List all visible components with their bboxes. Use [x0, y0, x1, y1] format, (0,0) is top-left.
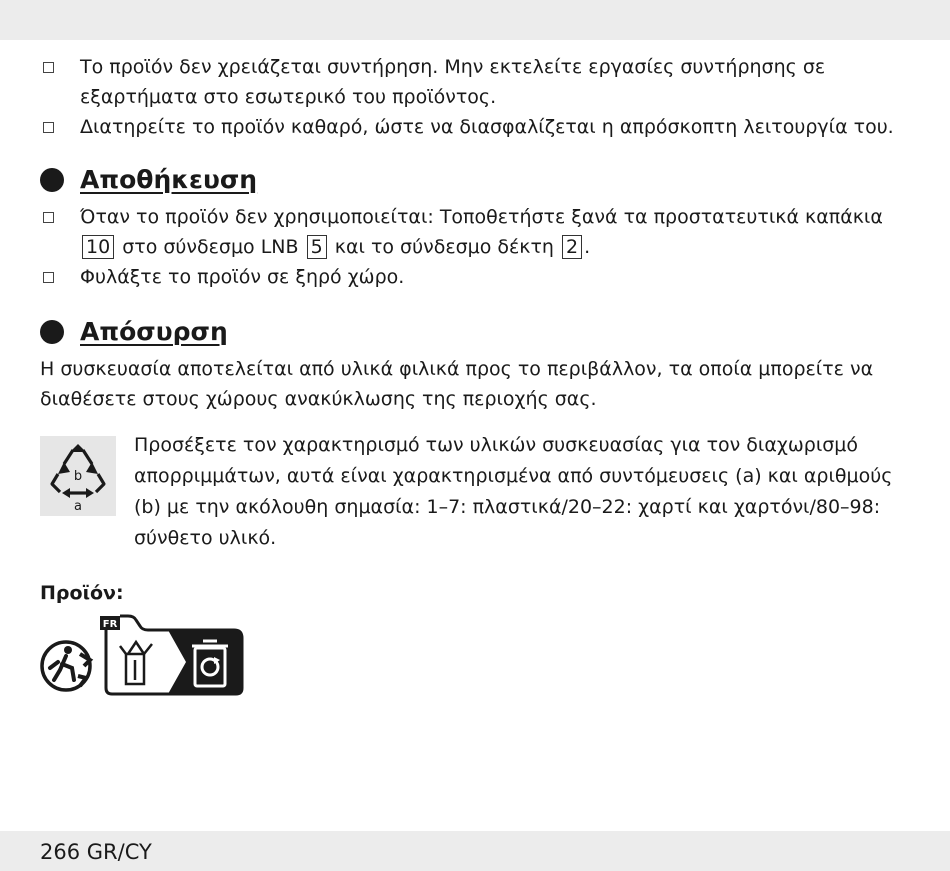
info-tri-icon [100, 616, 242, 694]
maintenance-item-1-text: Το προϊόν δεν χρειάζεται συντήρηση. Μην εκτελείτε εργασίες συντήρησης σε εξαρτήματα στο εσωτερικό του προϊόντος. [80, 56, 826, 108]
storage-item-1-part1: Όταν το προϊόν δεν χρησιμοποιείται: Τοποθετήστε ξανά τα προστατευτικά καπάκια [80, 206, 883, 228]
ref-badge-2: 2 [562, 235, 582, 259]
recycle-label-b: b [73, 469, 83, 484]
ref-badge-5: 5 [307, 235, 327, 259]
storage-heading [40, 164, 920, 196]
recycling-code-icon [40, 436, 116, 516]
maintenance-item-1 [40, 52, 920, 112]
fr-badge: FR [102, 619, 118, 630]
bullet-box-icon [43, 122, 54, 133]
bullet-box-icon [43, 212, 54, 223]
page-number: 266 GR/CY [40, 840, 152, 864]
heading-bullet-icon [40, 320, 64, 344]
product-label: Προϊόν: [40, 582, 124, 604]
storage-item-1-part3: και το σύνδεσμο δέκτη [334, 236, 554, 258]
maintenance-item-2 [40, 112, 920, 142]
top-bar [0, 0, 950, 40]
storage-item-2 [40, 262, 920, 292]
product-marks-svg [40, 614, 250, 696]
storage-item-1-part2: στο σύνδεσμο LNB [122, 236, 299, 258]
recycling-triangle-icon [40, 436, 116, 516]
bullet-box-icon [43, 272, 54, 283]
storage-heading-text: Αποθήκευση [80, 165, 258, 194]
bullet-box-icon [43, 62, 54, 73]
disposal-paragraph: Η συσκευασία αποτελείται από υλικά φιλικά προς το περιβάλλον, τα οποία μπορείτε να διαθέσετε στους χώρους ανακύκλωσης της περιοχής σας. [40, 358, 874, 410]
maintenance-item-2-text: Διατηρείτε το προϊόν καθαρό, ώστε να διασφαλίζεται η απρόσκοπτη λειτουργία του. [80, 116, 894, 138]
ref-badge-10: 10 [82, 235, 114, 259]
recycle-block [40, 430, 920, 554]
page-content [40, 52, 920, 696]
triman-icon [42, 642, 90, 690]
disposal-heading [40, 316, 920, 348]
storage-item-1-part4: . [584, 236, 591, 258]
heading-bullet-icon [40, 168, 64, 192]
recycle-label-a: a [74, 499, 82, 514]
recycle-note: Προσέξετε τον χαρακτηρισμό των υλικών συσκευασίας για τον διαχωρισμό απορριμμάτων, αυτά είναι χαρακτηρισμένα από συντόμευσεις (a) και αριθμούς (b) με την ακόλουθη σημασία: 1–7: πλαστικά/20–22: χαρτί και χαρτόνι/80–98: σύνθετο υλικό. [134, 434, 893, 549]
disposal-heading-text: Απόσυρση [80, 317, 228, 346]
product-marks [40, 614, 920, 696]
storage-item-2-text: Φυλάξτε το προϊόν σε ξηρό χώρο. [80, 266, 405, 288]
storage-item-1 [40, 202, 920, 262]
